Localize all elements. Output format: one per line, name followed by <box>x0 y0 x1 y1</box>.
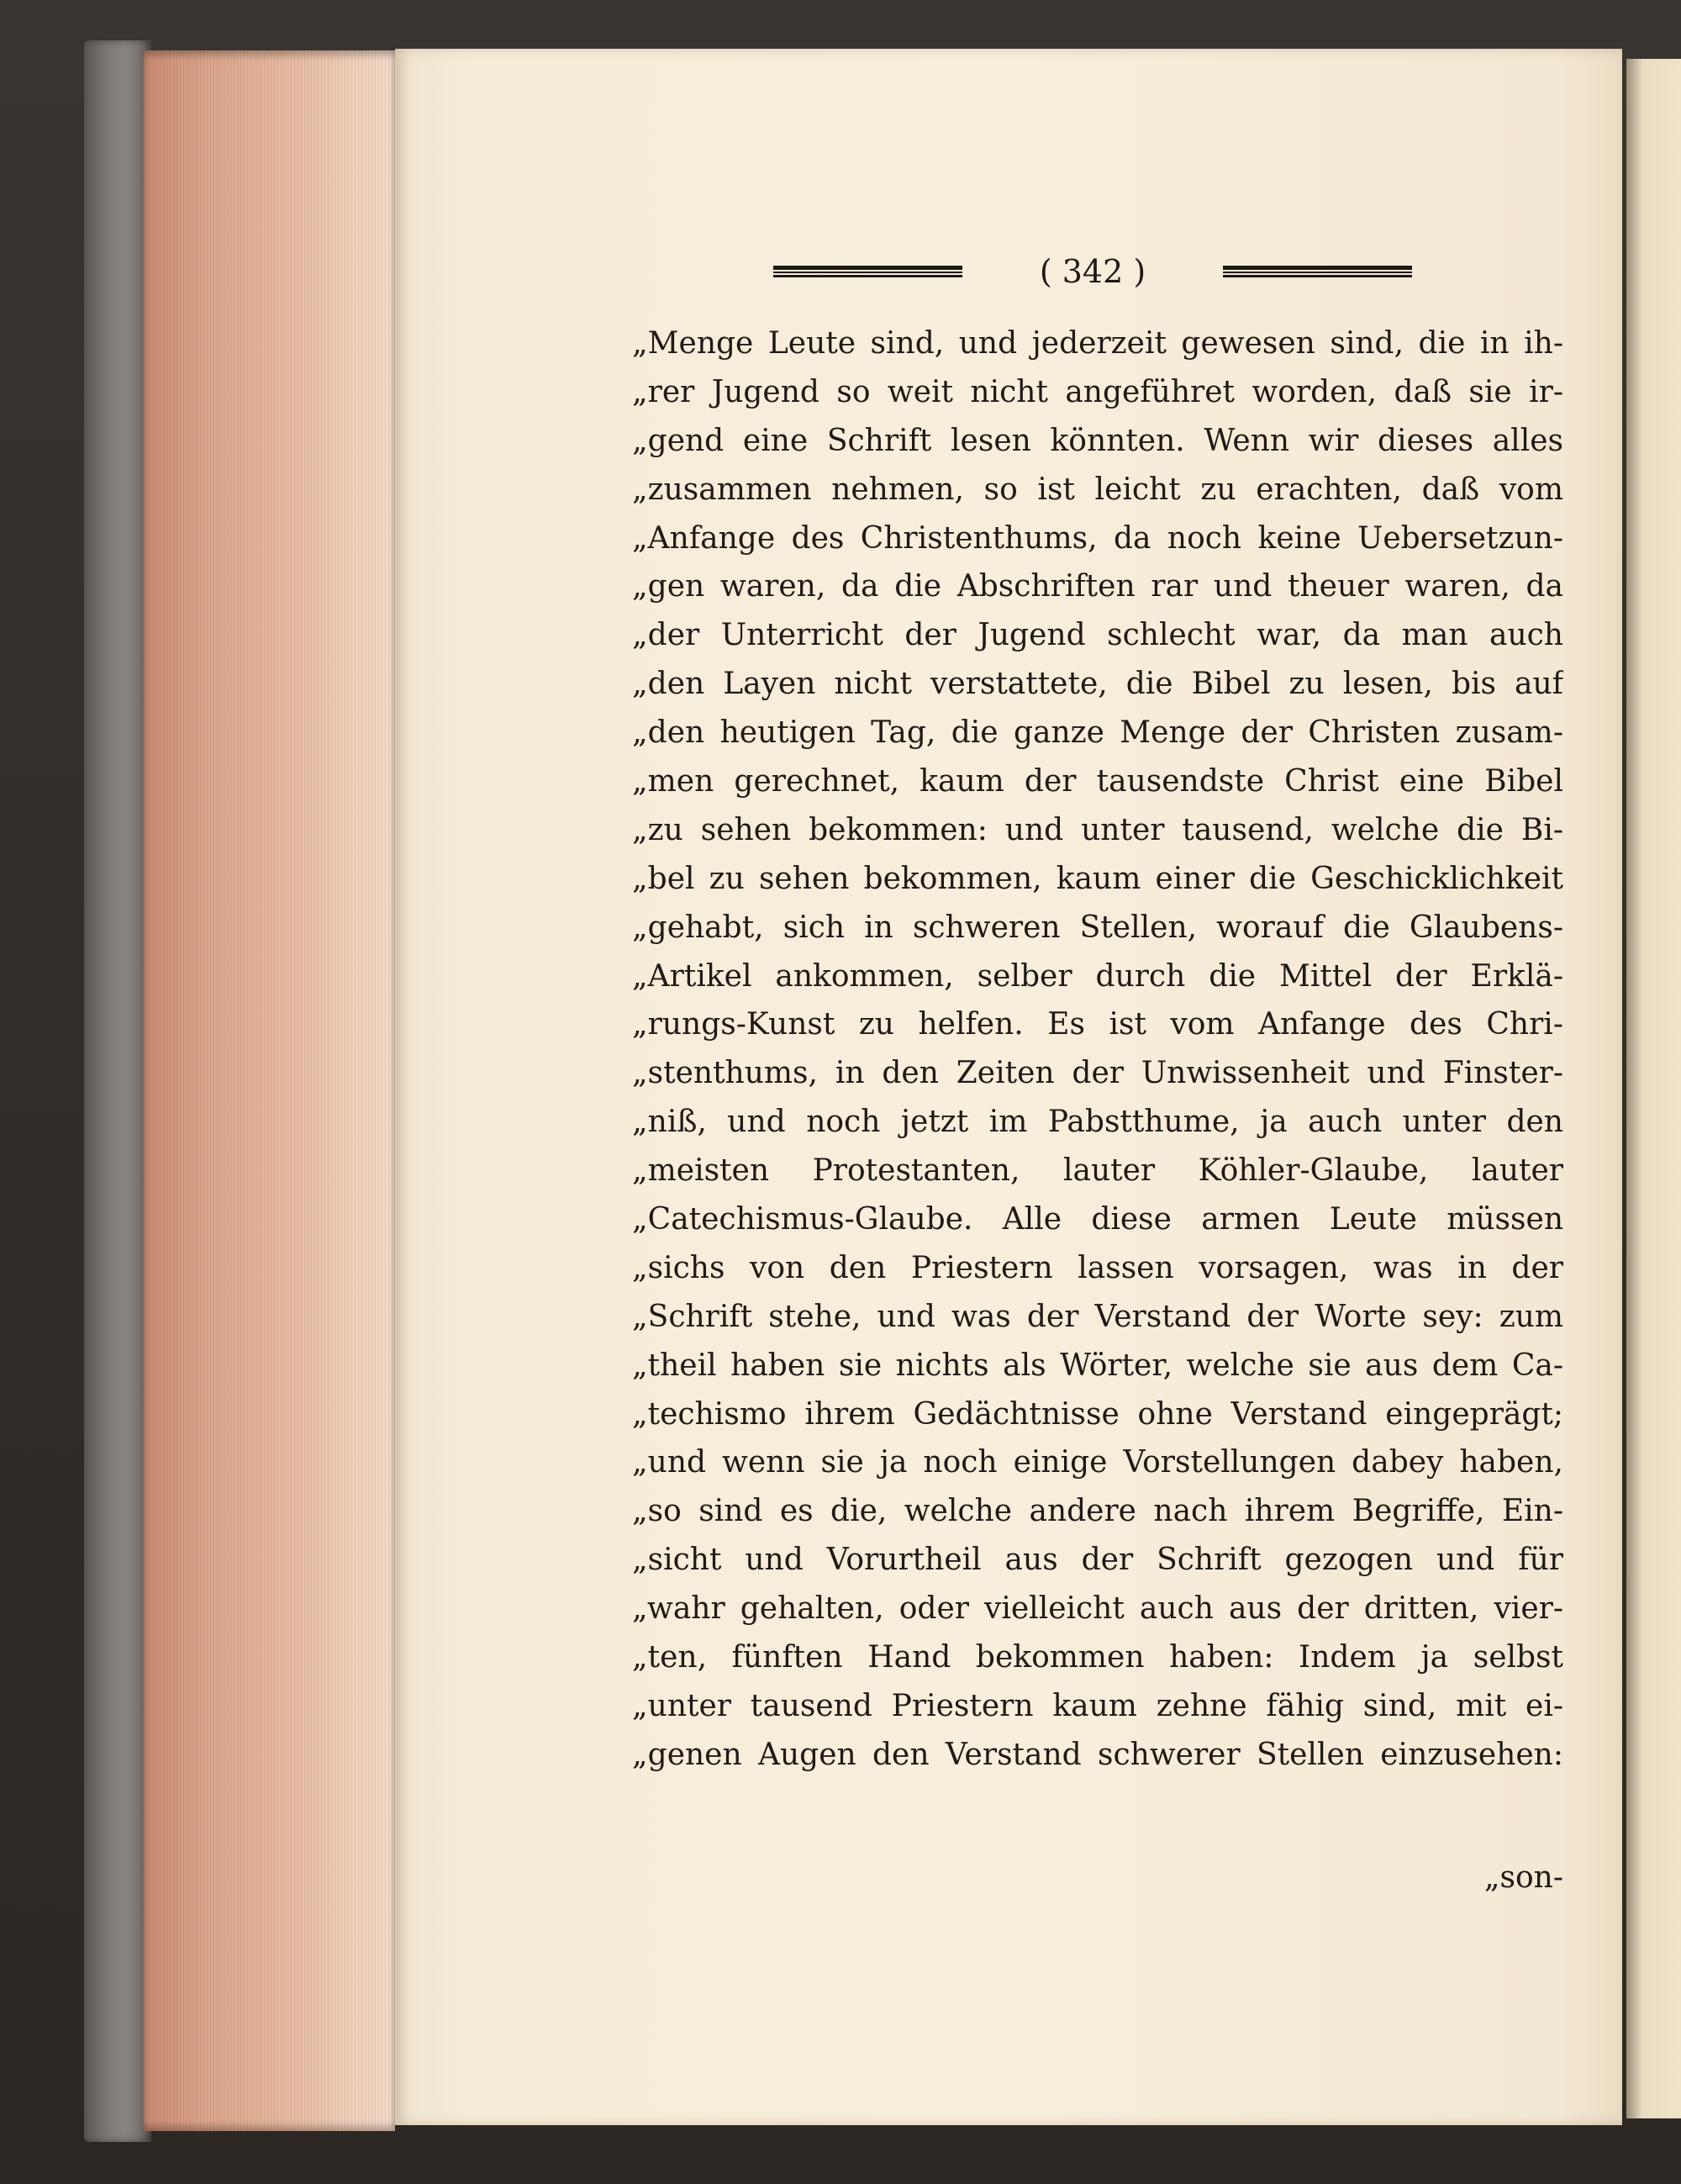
catchword: „son- <box>1483 1860 1563 1895</box>
text-line: „so sind es die, welche andere nach ihrem Begriffe, Ein- <box>632 1494 1563 1529</box>
text-line: „und wenn sie ja noch einige Vorstellungen dabey haben, <box>632 1445 1563 1480</box>
text-line: „genen Augen den Verstand schwerer Stellen einzusehen: <box>632 1737 1563 1772</box>
text-line: „techismo ihrem Gedächtnisse ohne Verstand eingeprägt; <box>632 1396 1563 1432</box>
text-line: „ten, fünften Hand bekommen haben: Indem ja selbst <box>632 1640 1563 1675</box>
text-line: „den heutigen Tag, die ganze Menge der Christen zusam- <box>632 715 1563 751</box>
book-cover-board <box>84 40 151 2142</box>
next-page-sliver <box>1626 59 1681 2118</box>
text-line: „theil haben sie nichts als Wörter, welche sie aus dem Ca- <box>632 1348 1563 1383</box>
text-line: „meisten Protestanten, lauter Köhler-Glaube, lauter <box>632 1153 1563 1189</box>
text-line: „Menge Leute sind, und jederzeit gewesen sind, die in ih- <box>632 326 1563 361</box>
text-line: „sichs von den Priestern lassen vorsagen, was in der <box>632 1250 1563 1285</box>
header-rule-left <box>773 266 962 277</box>
text-line: „bel zu sehen bekommen, kaum einer die Geschicklichkeit <box>632 861 1563 896</box>
body-text <box>632 319 1563 1780</box>
text-line: „den Layen nicht verstattete, die Bibel zu lesen, bis auf <box>632 667 1563 702</box>
text-line: „men gerechnet, kaum der tausendste Christ eine Bibel <box>632 764 1563 799</box>
text-line: „rer Jugend so weit nicht angeführet worden, daß sie ir- <box>632 374 1563 409</box>
page-header <box>773 251 1412 301</box>
text-line: „niß, und noch jetzt im Pabstthume, ja auch unter den <box>632 1105 1563 1140</box>
text-line: „Schrift stehe, und was der Verstand der Worte sey: zum <box>632 1299 1563 1334</box>
text-line: „wahr gehalten, oder vielleicht auch aus der dritten, vier- <box>632 1591 1563 1627</box>
page-edges <box>143 50 395 2131</box>
text-line: „unter tausend Priestern kaum zehne fähig sind, mit ei- <box>632 1688 1563 1723</box>
text-line: „Catechismus-Glaube. Alle diese armen Leute müssen <box>632 1202 1563 1237</box>
text-line: „gend eine Schrift lesen könnten. Wenn wir dieses alles <box>632 423 1563 458</box>
text-line: „gen waren, da die Abschriften rar und theuer waren, da <box>632 569 1563 604</box>
text-line: „gehabt, sich in schweren Stellen, worauf die Glaubens- <box>632 910 1563 945</box>
text-line: „rungs-Kunst zu helfen. Es ist vom Anfange des Chri- <box>632 1007 1563 1042</box>
text-line: „Anfange des Christenthums, da noch keine Uebersetzun- <box>632 520 1563 556</box>
text-line: „sicht und Vorurtheil aus der Schrift gezogen und für <box>632 1543 1563 1578</box>
page-number: ( 342 ) <box>1039 253 1146 290</box>
text-line: „der Unterricht der Jugend schlecht war, da man auch <box>632 618 1563 653</box>
text-line: „stenthums, in den Zeiten der Unwissenheit und Finster- <box>632 1056 1563 1091</box>
text-line: „zu sehen bekommen: und unter tausend, welche die Bi- <box>632 812 1563 847</box>
text-line: „zusammen nehmen, so ist leicht zu erachten, daß vom <box>632 472 1563 507</box>
text-line: „Artikel ankommen, selber durch die Mittel der Erklä- <box>632 958 1563 994</box>
header-rule-right <box>1223 266 1412 277</box>
